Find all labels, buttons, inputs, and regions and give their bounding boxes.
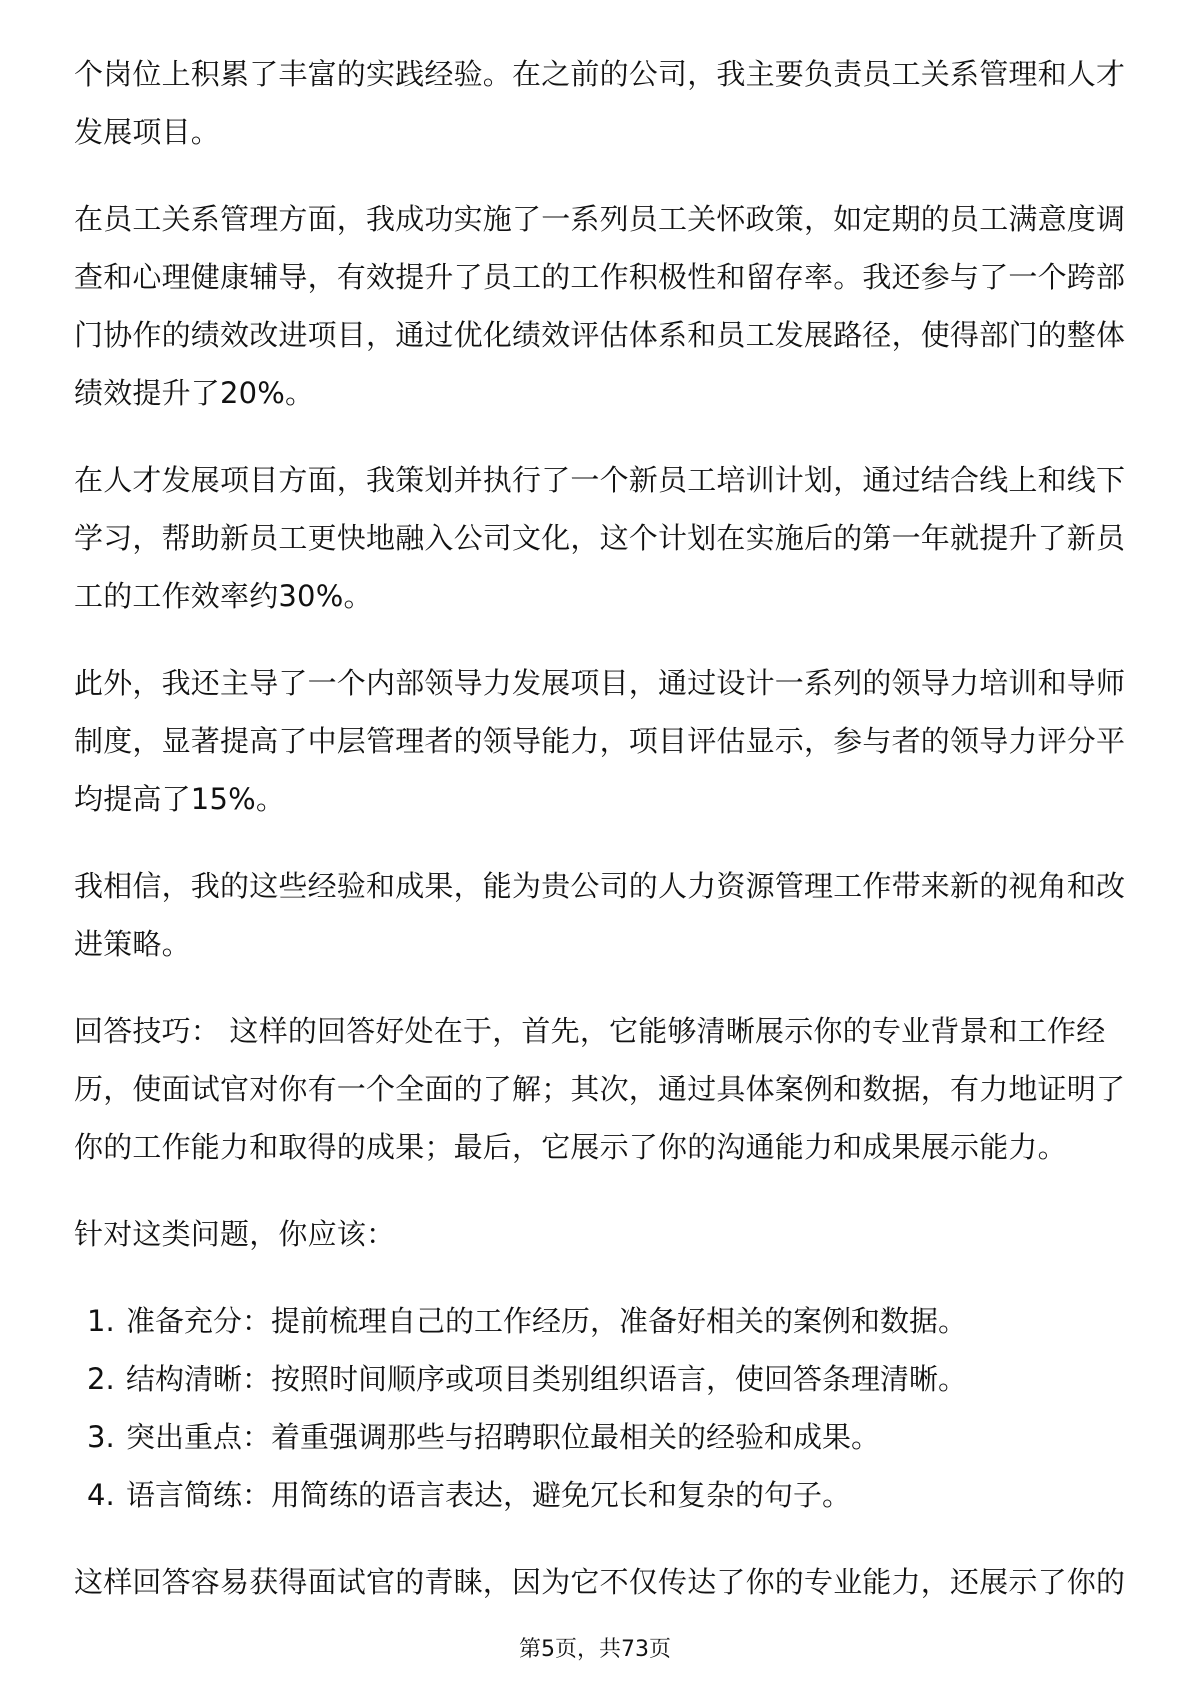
list-item: [74, 1408, 1124, 1466]
text-line: 在员工关系管理方面，我成功实施了一系列员工关怀政策，如定期的员工满意度调: [74, 202, 1126, 236]
paragraph-closing: [74, 1553, 1124, 1611]
list-item: [74, 1466, 1124, 1524]
text-line: 个岗位上积累了丰富的实践经验。在之前的公司，我主要负责员工关系管理和人才: [74, 57, 1126, 91]
list-item: [74, 1292, 1124, 1350]
list-item-text: 结构清晰：按照时间顺序或项目类别组织语言，使回答条理清晰。: [126, 1362, 968, 1396]
text-line: 在人才发展项目方面，我策划并执行了一个新员工培训计划，通过结合线上和线下: [74, 463, 1126, 497]
document-body: [74, 45, 1124, 1640]
list-number: 4.: [87, 1478, 115, 1512]
list-item-text: 准备充分：提前梳理自己的工作经历，准备好相关的案例和数据。: [126, 1304, 968, 1338]
paragraph-employee-relations: [74, 190, 1124, 422]
text-line: 回答技巧： 这样的回答好处在于，首先，它能够清晰展示你的专业背景和工作经: [74, 1014, 1106, 1048]
text-line: 制度，显著提高了中层管理者的领导能力，项目评估显示，参与者的领导力评分平: [74, 724, 1126, 758]
text-line: 此外，我还主导了一个内部领导力发展项目，通过设计一系列的领导力培训和导师: [74, 666, 1126, 700]
list-item-text: 语言简练：用简练的语言表达，避免冗长和复杂的句子。: [126, 1478, 852, 1512]
paragraph-conclusion: [74, 857, 1124, 973]
text-line: 这样回答容易获得面试官的青睐，因为它不仅传达了你的专业能力，还展示了你的: [74, 1565, 1126, 1599]
text-line: 工的工作效率约30%。: [74, 579, 373, 613]
paragraph-list-intro: [74, 1205, 1124, 1263]
list-item-text: 突出重点：着重强调那些与招聘职位最相关的经验和成果。: [126, 1420, 881, 1454]
text-line: 学习，帮助新员工更快地融入公司文化，这个计划在实施后的第一年就提升了新员: [74, 521, 1126, 555]
text-line: 绩效提升了20%。: [74, 376, 315, 410]
list-number: 1.: [87, 1304, 115, 1338]
text-line: 门协作的绩效改进项目，通过优化绩效评估体系和员工发展路径，使得部门的整体: [74, 318, 1126, 352]
paragraph-leadership-program: [74, 654, 1124, 828]
text-line: 历，使面试官对你有一个全面的了解；其次，通过具体案例和数据，有力地证明了: [74, 1072, 1126, 1106]
text-line: 你的工作能力和取得的成果；最后，它展示了你的沟通能力和成果展示能力。: [74, 1130, 1067, 1164]
text-line: 针对这类问题，你应该：: [74, 1217, 396, 1251]
list-number: 3.: [87, 1420, 115, 1454]
list-item: [74, 1350, 1124, 1408]
text-line: 均提高了15%。: [74, 782, 286, 816]
text-line: 发展项目。: [74, 115, 221, 149]
page-number-footer: 第5页，共73页: [519, 1637, 671, 1662]
list-number: 2.: [87, 1362, 115, 1396]
paragraph-experience-intro: [74, 45, 1124, 161]
paragraph-talent-development: [74, 451, 1124, 625]
tips-list: [74, 1292, 1124, 1524]
paragraph-answer-tips: [74, 1002, 1124, 1176]
text-line: 进策略。: [74, 927, 191, 961]
text-line: 我相信，我的这些经验和成果，能为贵公司的人力资源管理工作带来新的视角和改: [74, 869, 1126, 903]
text-line: 查和心理健康辅导，有效提升了员工的工作积极性和留存率。我还参与了一个跨部: [74, 260, 1126, 294]
